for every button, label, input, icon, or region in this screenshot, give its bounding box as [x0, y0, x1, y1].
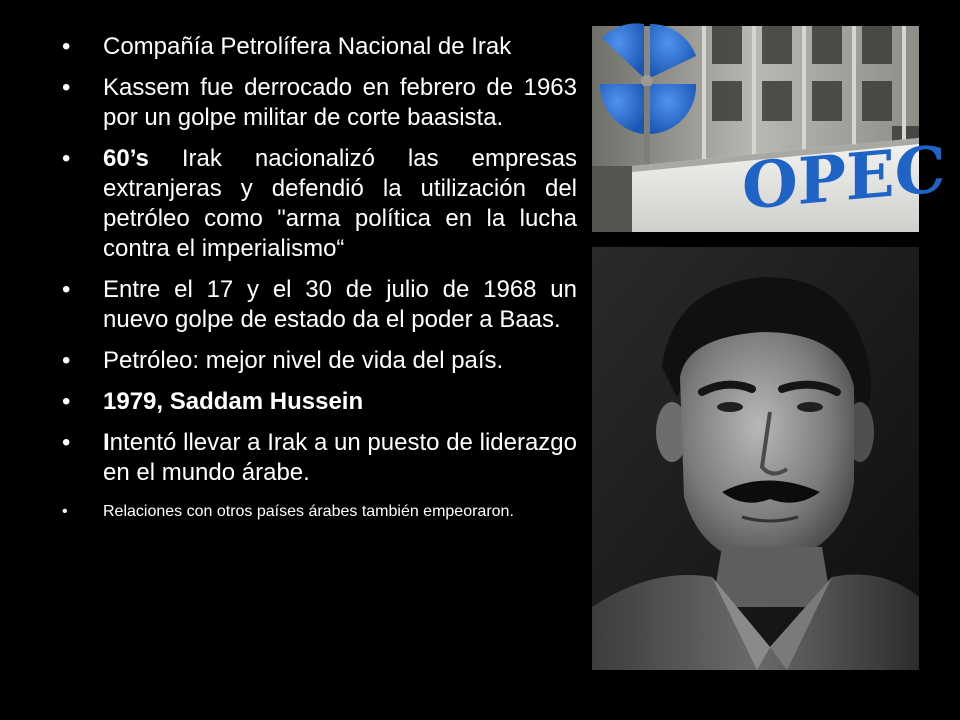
bullet-text: Compañía Petrolífera Nacional de Irak [103, 33, 512, 60]
bullet-text: Relaciones con otros países árabes también empeoraron. [103, 503, 514, 520]
bullet-item [62, 387, 577, 417]
bullet-item [62, 428, 577, 488]
bullet-bold-text: I [103, 429, 110, 456]
bullet-bold-text: 1979, Saddam Hussein [103, 388, 364, 415]
bullet-list [62, 32, 577, 535]
bullet-text: Irak nacionalizó las empresas extranjeras y defendió la utilización del petróleo como "arma política en la lucha contra el imperialismo“ [103, 145, 577, 262]
bullet-dot: • [62, 145, 71, 172]
opec-building-illustration [592, 26, 946, 232]
bullet-item [62, 32, 577, 62]
bullet-item [62, 144, 577, 264]
portrait-illustration [592, 247, 919, 670]
bullet-item [62, 346, 577, 376]
bullet-dot: • [62, 429, 71, 456]
bullet-dot: • [62, 74, 71, 101]
bullet-item [62, 275, 577, 335]
bullet-text: Entre el 17 y el 30 de julio de 1968 un nuevo golpe de estado da el poder a Baas. [103, 276, 577, 333]
bullet-bold-text: 60’s [103, 145, 149, 172]
bullet-dot: • [62, 503, 68, 520]
saddam-hussein-portrait [592, 247, 919, 670]
bullet-text: Petróleo: mejor nivel de vida del país. [103, 347, 504, 374]
bullet-item [62, 73, 577, 133]
bullet-dot: • [62, 276, 71, 303]
opec-sign-text: OPEC [742, 132, 946, 225]
bullet-text: ntentó llevar a Irak a un puesto de liderazgo en el mundo árabe. [103, 429, 577, 486]
bullet-dot: • [62, 33, 71, 60]
bullet-dot: • [62, 388, 71, 415]
opec-building-photo [592, 26, 946, 232]
bullet-text: Kassem fue derrocado en febrero de 1963 por un golpe militar de corte baasista. [103, 74, 577, 131]
bullet-item [62, 499, 577, 524]
bullet-dot: • [62, 347, 71, 374]
